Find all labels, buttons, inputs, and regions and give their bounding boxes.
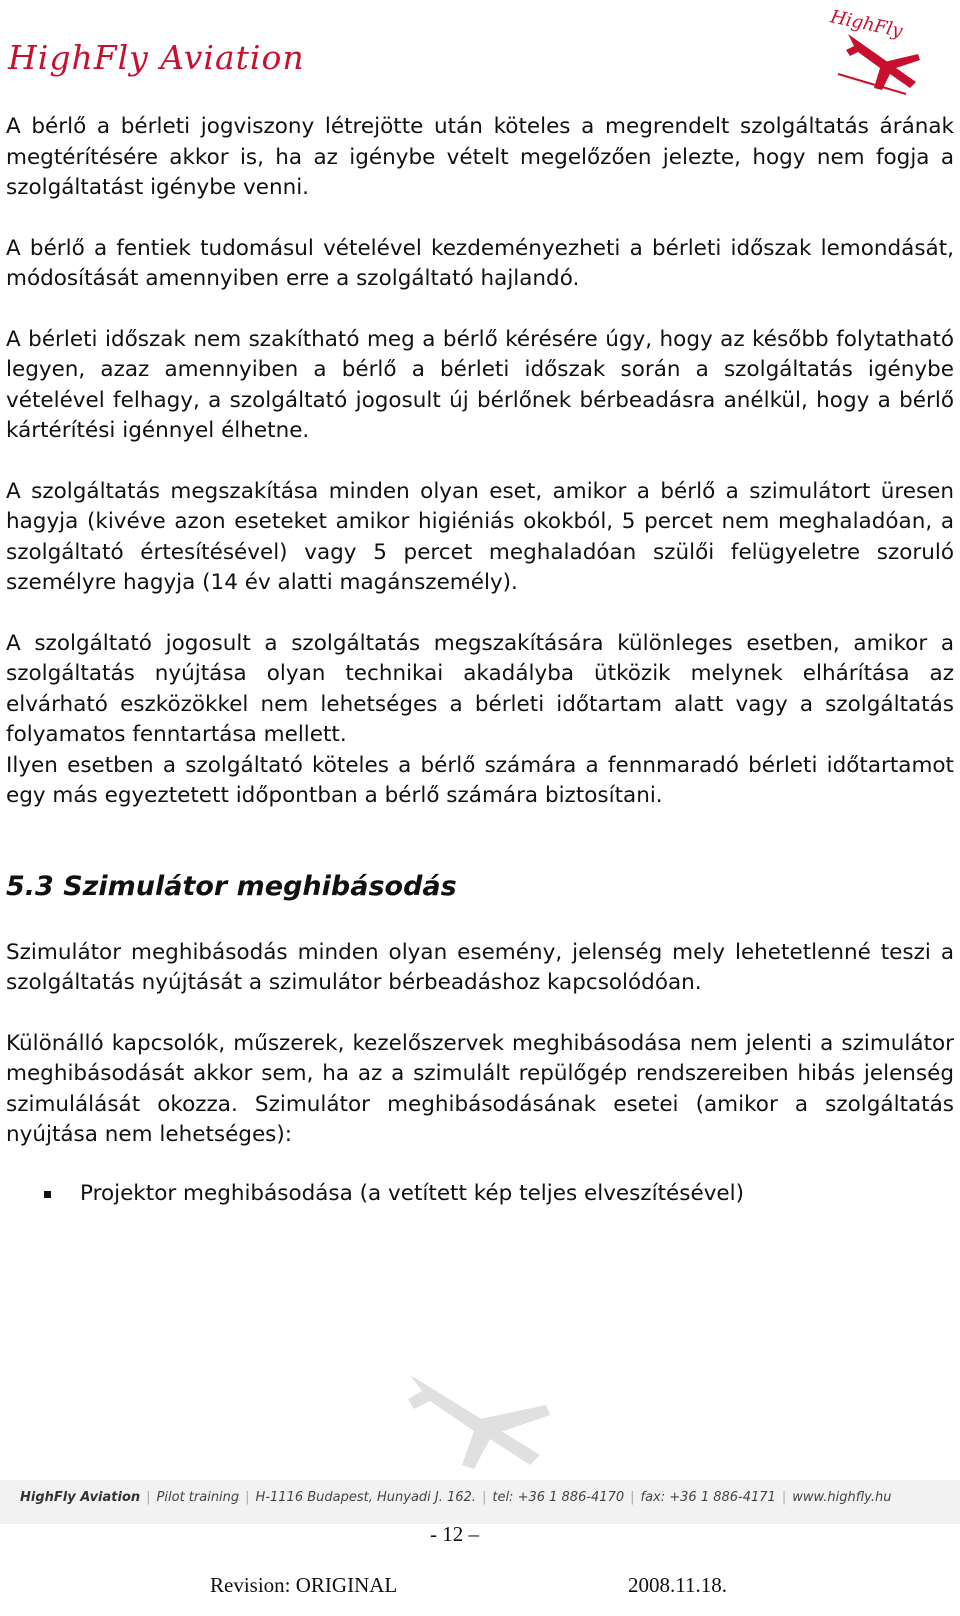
page-number: - 12 – — [430, 1522, 479, 1546]
paragraph-3: A bérleti időszak nem szakítható meg a bérlő kérésére úgy, hogy az később folytatható legyen, azaz amennyiben a bérlő a bérleti időszak során a szolgáltatás igénybe vételével felhagy, a szolgáltató jogosult új bérlőnek bérbeadásra anélkül, hogy a bérlő kártérítési igénnyel élhetne. — [6, 326, 954, 443]
svg-text:HighFly: HighFly — [828, 6, 905, 43]
section-paragraph-2: Különálló kapcsolók, műszerek, kezelőszervek meghibásodása nem jelenti a szimulátor meghibásodását akkor sem, ha az a szimulált repülőgép rendszereiben hibás jelenség szimulálását okozza. Szimulátor meghibásodásának esetei (amikor a szolgáltatás nyújtása nem lehetséges): — [6, 1030, 954, 1147]
revision-label: Revision: ORIGINAL — [210, 1573, 398, 1597]
square-bullet-icon — [44, 1191, 51, 1198]
paragraph-6: Ilyen esetben a szolgáltató köteles a bérlő számára a fennmaradó bérleti időtartamot egy más egyeztetett időpontban a bérlő számára biztosítani. — [6, 752, 954, 808]
paragraph-2: A bérlő a fentiek tudomásul vételével kezdeményezheti a bérleti időszak lemondását, módosítását amennyiben erre a szolgáltató hajlandó. — [6, 235, 954, 291]
section-paragraph-1: Szimulátor meghibásodás minden olyan esemény, jelenség mely lehetetlenné teszi a szolgáltatás nyújtását a szimulátor bérbeadáshoz kapcsolódóan. — [6, 939, 954, 995]
list-item-text: Projektor meghibásodása (a vetített kép teljes elveszítésével) — [80, 1180, 745, 1206]
footer-separator: | — [245, 1490, 250, 1505]
highfly-airplane-logo-icon — [828, 4, 928, 96]
footer-fax: fax: +36 1 886-4171 — [640, 1490, 776, 1505]
highfly-watermark-icon — [370, 1335, 570, 1475]
paragraph-5: A szolgáltató jogosult a szolgáltatás megszakítására különleges esetben, amikor a szolgáltatás nyújtása olyan technikai akadályba ütközik melynek elhárítása az elvárható eszközökkel nem lehetséges a bérleti időtartam alatt vagy a szolgáltatás folyamatos fenntartása mellett. — [6, 630, 954, 747]
revision-date: 2008.11.18. — [628, 1573, 727, 1597]
failure-cases-list — [6, 1179, 954, 1210]
footer-website-link[interactable]: www.highfly.hu — [792, 1490, 892, 1505]
list-item — [6, 1179, 954, 1210]
footer-separator: | — [146, 1490, 151, 1505]
footer-training: Pilot training — [156, 1490, 240, 1505]
document-body — [6, 112, 954, 1209]
paragraph-1: A bérlő a bérleti jogviszony létrejötte után köteles a megrendelt szolgáltatás árának megtérítésére akkor is, ha az igénybe vételt megelőzően jelezte, hogy nem fogja a szolgáltatást igénybe venni. — [6, 114, 954, 200]
footer-separator: | — [481, 1490, 487, 1505]
section-heading: 5.3 Szimulátor meghibásodás — [6, 870, 457, 902]
footer-contact-line — [20, 1490, 950, 1505]
footer-brand: HighFly Aviation — [20, 1490, 141, 1505]
page-header — [0, 0, 960, 110]
footer-address: H-1116 Budapest, Hunyadi J. 162. — [255, 1490, 476, 1505]
highfly-logo-text: HighFly Aviation — [8, 38, 305, 77]
footer-separator: | — [630, 1490, 635, 1505]
footer-separator: | — [781, 1490, 787, 1505]
footer-tel: tel: +36 1 886-4170 — [492, 1490, 625, 1505]
paragraph-4: A szolgáltatás megszakítása minden olyan eset, amikor a bérlő a szimulátort üresen hagyja (kivéve azon eseteket amikor higiéniás okokból, 5 percet nem meghaladóan, a szolgáltató értesítésével) vagy 5 percet meghaladóan szülői felügyeletre szoruló személyre hagyja (14 év alatti magánszemély). — [6, 478, 954, 595]
